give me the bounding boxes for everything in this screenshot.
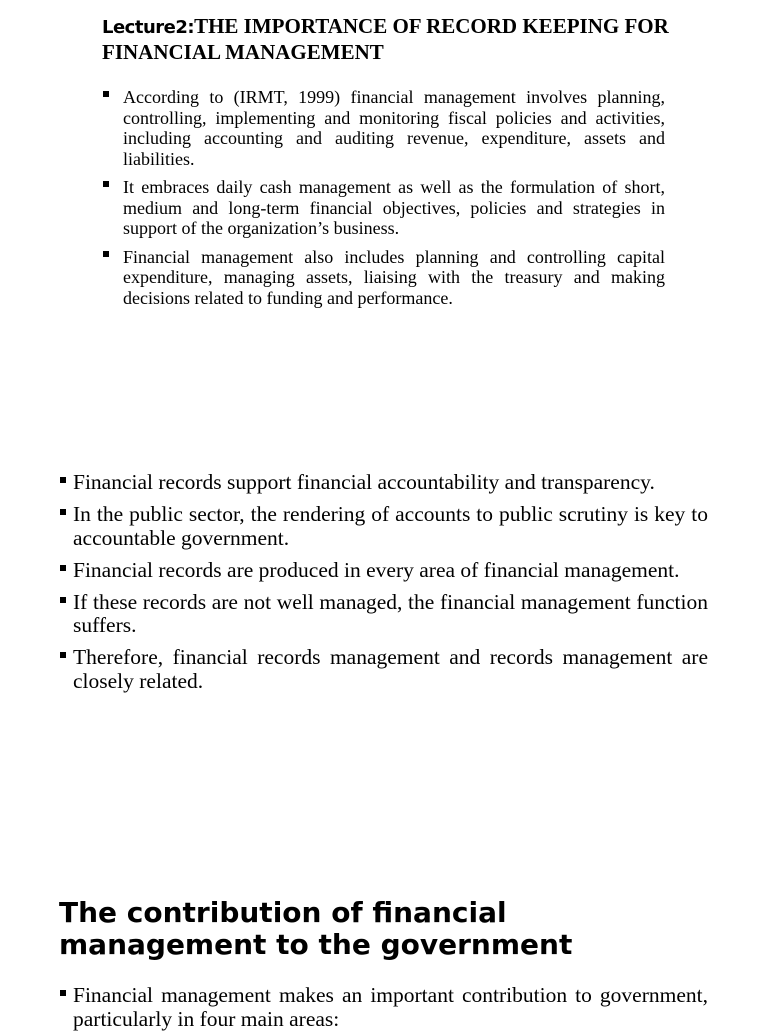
list-item-text: If these records are not well managed, the financial management function suffers. bbox=[73, 589, 708, 637]
list-item-text: Financial management also includes planning and controlling capital expenditure, managing assets, liaising with the treasury and making decisions related to funding and performance. bbox=[123, 246, 665, 308]
list-item bbox=[123, 177, 665, 239]
list-item-text: Financial records support financial accountability and transparency. bbox=[73, 470, 655, 494]
list-item bbox=[123, 87, 665, 169]
list-item-text: Financial management makes an important contribution to government, particularly in four main areas: bbox=[73, 983, 708, 1031]
square-bullet-icon bbox=[60, 597, 66, 603]
square-bullet-icon bbox=[60, 509, 66, 515]
lecture-title-main: THE IMPORTANCE OF RECORD KEEPING FOR FINANCIAL MANAGEMENT bbox=[102, 14, 669, 64]
list-item-text: It embraces daily cash management as well as the formulation of short, medium and long-term financial objectives, policies and strategies in support of the organization’s business. bbox=[123, 177, 665, 238]
list-item bbox=[73, 646, 708, 693]
list-item bbox=[73, 471, 708, 495]
list-item bbox=[73, 591, 708, 638]
square-bullet-icon bbox=[60, 565, 66, 571]
square-bullet-icon bbox=[103, 91, 109, 97]
list-item-text: In the public sector, the rendering of accounts to public scrutiny is key to accountable government. bbox=[73, 502, 708, 550]
list-item-text: Financial records are produced in every area of financial management. bbox=[73, 557, 680, 582]
section2-bullet-list bbox=[73, 471, 708, 702]
list-item bbox=[73, 559, 708, 583]
lecture-title bbox=[102, 14, 702, 64]
square-bullet-icon bbox=[103, 251, 109, 257]
list-item-text: According to (IRMT, 1999) financial management involves planning, controlling, implementing and monitoring fiscal policies and activities, including accounting and auditing revenue, expenditure, assets and liabilities. bbox=[123, 87, 665, 169]
section1-bullet-list bbox=[123, 87, 665, 316]
list-item-text: Therefore, financial records management and records management are closely related. bbox=[73, 645, 708, 693]
section3-heading: The contribution of financial management to the government bbox=[59, 896, 573, 961]
lecture-title-prefix: Lecture2: bbox=[102, 17, 195, 38]
list-item bbox=[123, 247, 665, 309]
list-item bbox=[73, 503, 708, 550]
square-bullet-icon bbox=[60, 477, 66, 483]
square-bullet-icon bbox=[60, 990, 66, 996]
square-bullet-icon bbox=[60, 652, 66, 658]
square-bullet-icon bbox=[103, 181, 109, 187]
